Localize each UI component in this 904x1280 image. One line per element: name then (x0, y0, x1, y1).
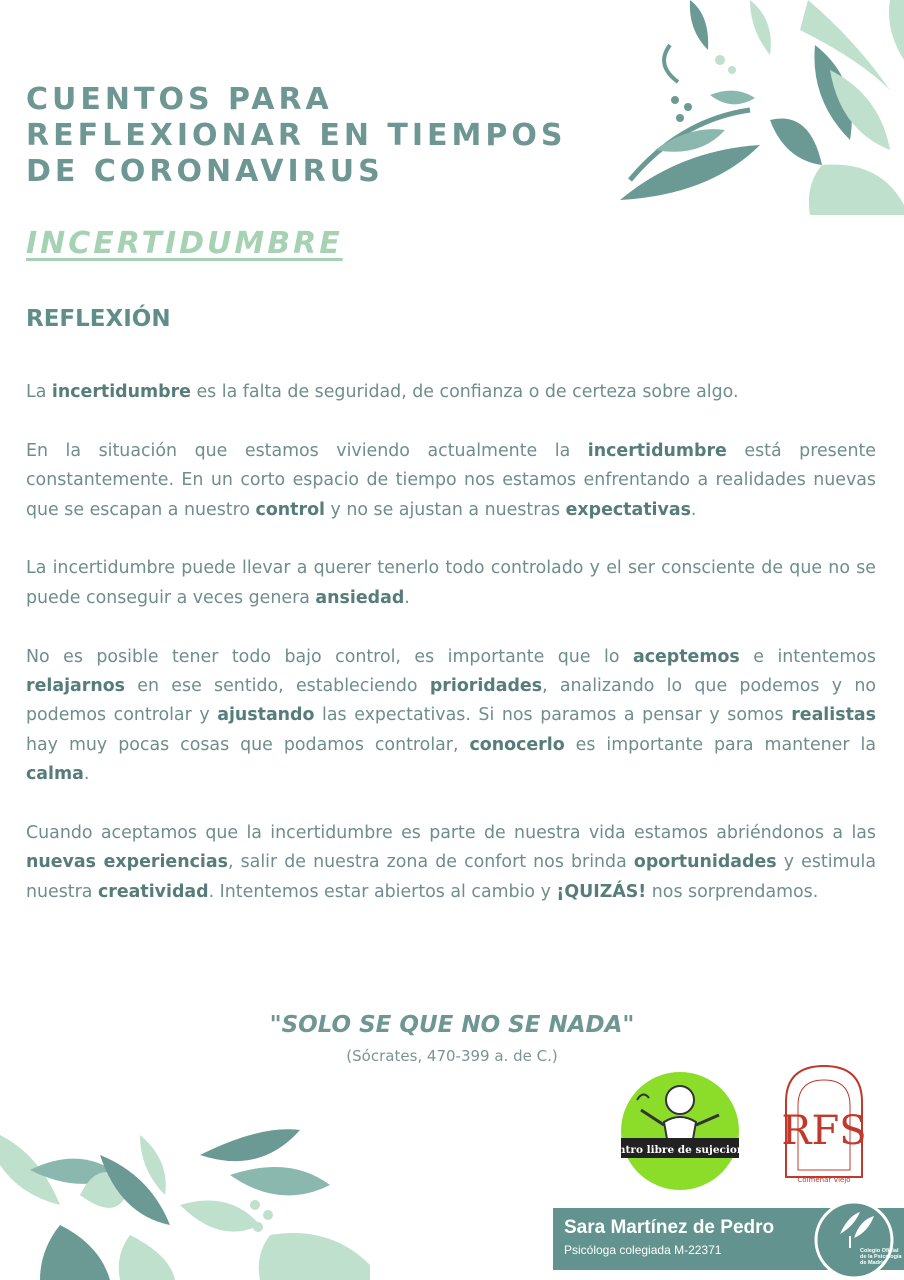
paragraph-text: , analizando lo que podemos y no podemos controlar y (26, 676, 876, 726)
colegio-line-1: Colegio Oficial (860, 1248, 899, 1254)
paragraph-4 (26, 643, 876, 790)
residencia-monogram: RFS (781, 1108, 867, 1154)
document-title (26, 82, 586, 190)
paragraph-text: La (26, 382, 52, 402)
highlighted-term: expectativas (565, 499, 691, 520)
paragraph-text: En la situación que estamos viviendo actualmente la (26, 440, 588, 461)
paragraph-text: Cuando aceptamos que la incertidumbre es parte de nuestra vida estamos abriéndonos a las (26, 823, 876, 844)
paragraph-text: es importante para mantener la (564, 734, 876, 755)
paragraph-text: . (404, 587, 410, 608)
signature-name: Sara Martínez de Pedro (564, 1217, 775, 1238)
centro-logo-text: Centro libre de sujeciones (602, 1144, 758, 1156)
highlighted-term: ¡QUIZÁS! (556, 881, 647, 902)
highlighted-term: ajustando (217, 705, 315, 726)
paragraph-text: . Intentemos estar abiertos al cambio y (208, 881, 557, 902)
highlighted-term: prioridades (429, 676, 543, 697)
colegio-psicologia-logo (810, 1196, 902, 1280)
quote-text: "SOLO SE QUE NO SE NADA" (269, 1012, 635, 1038)
document-subtitle: INCERTIDUMBRE (26, 226, 343, 261)
floral-decoration-top (560, 0, 904, 215)
floral-decoration-bottom (0, 1115, 380, 1280)
paragraph-text: y no se ajustan a nuestras (324, 499, 566, 520)
colegio-line-2: de la Psicología (860, 1254, 902, 1260)
paragraph-text: , salir de nuestra zona de confort nos brinda (227, 852, 634, 873)
paragraph-text: y estimula nuestra (26, 852, 877, 902)
highlighted-term: ansiedad (315, 587, 405, 608)
paragraph-5 (26, 819, 876, 907)
paragraph-text: está presente constantemente. En un corto espacio de tiempo nos estamos enfrentando a realidades nuevas que se escapan a nuestro (26, 440, 876, 520)
highlighted-term: nuevas experiencias (26, 852, 228, 873)
paragraph-text: No es posible tener todo bajo control, es importante que lo (26, 646, 633, 667)
paragraph-text: e intentemos (739, 646, 876, 667)
highlighted-term: oportunidades (633, 852, 777, 873)
title-line-2: REFLEXIONAR EN TIEMPOS (26, 118, 567, 153)
paragraph-text: es la falta de seguridad, de confianza o de certeza sobre algo. (190, 382, 739, 402)
paragraph-text: . (83, 764, 90, 785)
paragraph-text: nos sorprendamos. (646, 881, 819, 902)
residencia-logo (778, 1062, 870, 1188)
paragraph-text: en ese sentido, estableciendo (125, 676, 430, 697)
signature-credential: Psicóloga colegiada M-22371 (564, 1243, 722, 1257)
quote-source: (Sócrates, 470-399 a. de C.) (346, 1047, 558, 1065)
centro-libre-de-sujeciones-logo (602, 1070, 758, 1192)
title-line-3: DE CORONAVIRUS (26, 154, 384, 189)
colegio-line-3: de Madrid (860, 1260, 886, 1266)
body-text (26, 378, 876, 937)
title-line-1: CUENTOS PARA (26, 82, 333, 117)
highlighted-term: incertidumbre (587, 440, 727, 461)
paragraph-text: . (690, 499, 697, 520)
residencia-place: Colmenar Viejo (797, 1176, 851, 1184)
highlighted-term: aceptemos (632, 646, 740, 667)
paragraph-3 (26, 554, 876, 613)
highlighted-term: calma (26, 764, 84, 785)
section-heading: REFLEXIÓN (26, 306, 171, 332)
highlighted-term: conocerlo (469, 734, 565, 755)
highlighted-term: control (255, 499, 325, 520)
highlighted-term: relajarnos (26, 676, 126, 697)
paragraph-text: La incertidumbre puede llevar a querer tenerlo todo controlado y el ser consciente de que no se puede conseguir a veces genera (26, 558, 876, 608)
paragraph-text: las expectativas. Si nos paramos a pensar y somos (314, 705, 792, 726)
paragraph-text: hay muy pocas cosas que podamos controlar, (26, 734, 470, 755)
paragraph-1 (26, 378, 876, 407)
highlighted-term: creatividad (97, 881, 209, 902)
highlighted-term: realistas (791, 705, 876, 726)
highlighted-term: incertidumbre (51, 382, 191, 402)
paragraph-2 (26, 437, 876, 525)
